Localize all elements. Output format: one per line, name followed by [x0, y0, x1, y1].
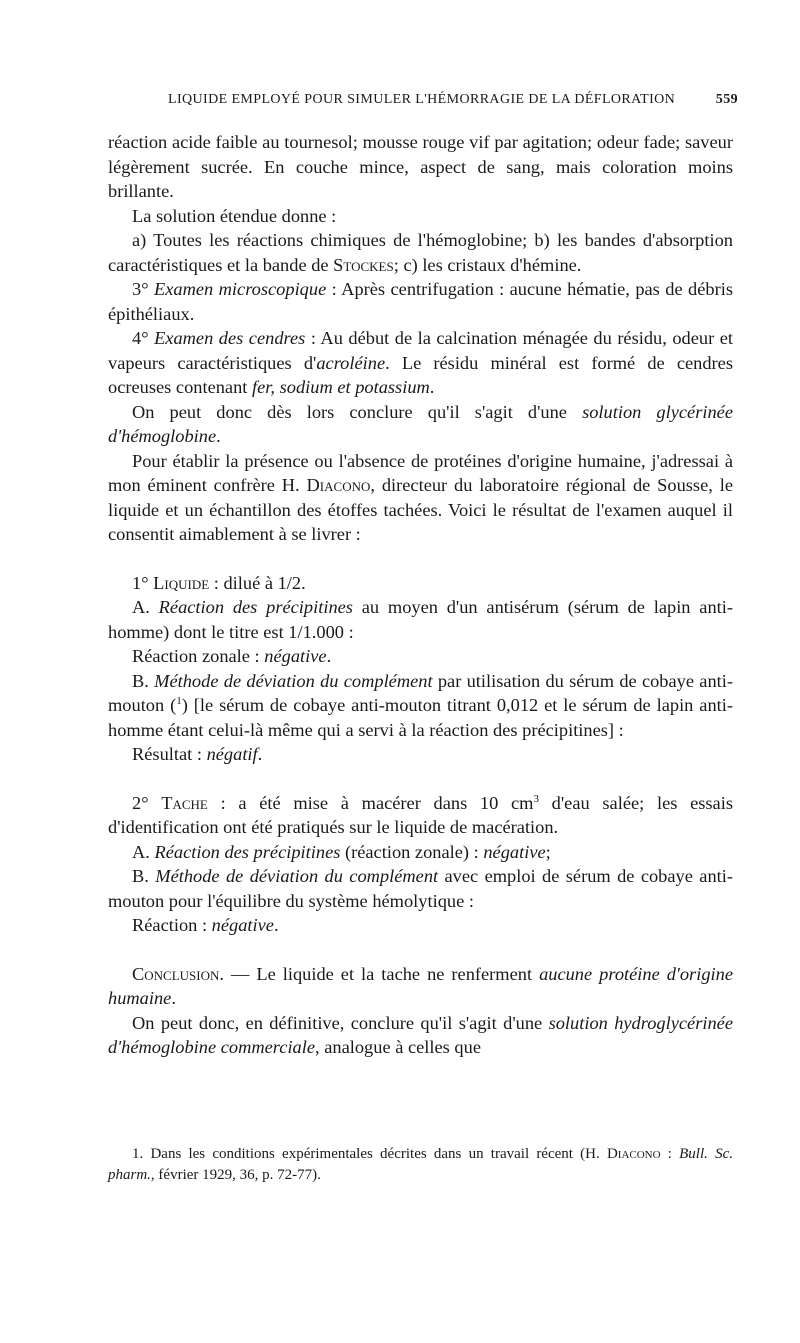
paragraph-4-number: 3° [132, 279, 154, 299]
paragraph-4-text: : Après centrifugation : aucune hématie, pas de débris épithéliaux. [108, 279, 733, 324]
item-1b-result-end: . [257, 744, 263, 764]
paragraph-6 [108, 400, 733, 449]
paragraph-7 [108, 449, 733, 547]
paragraph-3-text-a: a) Toutes les réactions chimiques de l'hémoglobine; b) les bandes d'absorption caractéristiques et la bande de [108, 230, 733, 275]
conclusion-end: . [171, 988, 176, 1008]
spacer [108, 938, 733, 962]
diacono-name: Diacono [306, 475, 371, 495]
paragraph-6-end: . [216, 426, 221, 446]
item-1-liquide [108, 571, 733, 596]
item-2b-result-end: . [273, 915, 279, 935]
conclusion [108, 962, 733, 1011]
paragraph-5-end: . [429, 377, 435, 397]
item-1b-label: B. [132, 670, 155, 691]
final-text: On peut donc, en définitive, conclure qu'il s'agit d'une [132, 1012, 549, 1033]
paragraph-3 [108, 228, 733, 277]
item-1b-result [108, 742, 733, 767]
paragraph-2 [108, 204, 733, 229]
body-text [108, 130, 733, 1060]
running-header [168, 92, 738, 108]
item-1b-result-label: Résultat : [132, 744, 207, 764]
item-1a [108, 595, 733, 644]
item-1b [108, 669, 733, 743]
item-1a-result-value: négative [264, 646, 327, 666]
final-italic: solution hydroglycérinée d'hémoglobine commerciale [108, 1012, 733, 1057]
paragraph-7-text-a: Pour établir la présence ou l'absence de protéines d'origine humaine, j'adressai à mon éminent confrère H. [108, 450, 733, 495]
item-1b-result-value: négatif [206, 744, 258, 764]
footnote-author: Diacono [606, 1146, 661, 1162]
paragraph-1 [108, 130, 733, 204]
paragraph-5-title: Examen des cendres [154, 328, 306, 348]
item-2a-value: négative [483, 841, 546, 862]
footnote-text-b: : [660, 1146, 680, 1162]
page-number: 559 [715, 92, 738, 107]
item-2b [108, 864, 733, 913]
item-1a-title: Réaction des précipitines [158, 597, 353, 617]
item-2a-text: (réaction zonale) : [340, 841, 484, 862]
item-2a-label: A. [132, 841, 155, 862]
footnote-journal: Bull. Sc. pharm. [108, 1146, 734, 1183]
paragraph-5-text-b: . Le résidu minéral est formé de cendres ocreuses contenant [108, 352, 734, 397]
item-2b-result [108, 913, 733, 938]
item-1b-text-b: ) [le sérum de cobaye anti-mouton titrant 0,012 et le sérum de lapin anti-homme étant celui-là même qui a servi à la réaction des précipitines] : [108, 695, 733, 740]
item-1b-text-a: par utilisation du sérum de cobaye anti-mouton ( [108, 670, 733, 715]
paragraph-7-text-b: , directeur du laboratoire régional de Sousse, le liquide et un échantillon des étoffes tachées. Voici le résultat de l'examen auquel il consentit aimablement à se livrer : [108, 475, 733, 544]
conclusion-label: Conclusion [132, 963, 220, 984]
conclusion-italic: aucune protéine d'origine humaine [108, 963, 733, 1008]
item-1b-title: Méthode de déviation du complément [154, 670, 433, 691]
paragraph-3-text-b: ; c) les cristaux d'hémine. [393, 254, 582, 275]
item-1a-text: au moyen d'un antisérum (sérum de lapin anti-homme) dont le titre est 1/1.000 : [108, 597, 733, 642]
stockes-name: Stockes [333, 254, 394, 275]
final-end: , analogue à celles que [315, 1037, 481, 1057]
paragraph-2-text: La solution étendue donne : [132, 205, 337, 226]
paragraph-6-italic: solution glycérinée d'hémoglobine [108, 401, 733, 446]
item-2b-label: B. [132, 866, 156, 886]
item-2b-result-label: Réaction : [132, 915, 212, 935]
item-2b-text: avec emploi de sérum de cobaye anti-mouton pour l'équilibre du système hémolytique : [108, 866, 733, 911]
paragraph-6-text: On peut donc dès lors conclure qu'il s'agit d'une [132, 401, 583, 422]
paragraph-1-text: réaction acide faible au tournesol; mousse rouge vif par agitation; odeur fade; saveur légèrement sucrée. En couche mince, aspect de sang, mais coloration moins brillante. [108, 132, 733, 201]
conclusion-text: . — Le liquide et la tache ne renferment [219, 963, 540, 984]
footnote-text-a: 1. Dans les conditions expérimentales décrites dans un travail récent (H. [132, 1146, 607, 1162]
paragraph-4 [108, 277, 733, 326]
item-2-number: 2° [132, 792, 162, 813]
acroleine-term: acroléine [316, 352, 386, 373]
paragraph-4-title: Examen microscopique [153, 279, 327, 299]
spacer [108, 547, 733, 571]
item-2-tache [108, 791, 733, 840]
item-1a-result-label: Réaction zonale : [132, 646, 265, 666]
footnote-1 [108, 1144, 733, 1186]
item-2-label: Tache [161, 792, 208, 813]
cubic-superscript: 3 [533, 792, 539, 805]
paragraph-5 [108, 326, 733, 400]
item-2a [108, 840, 733, 865]
item-2-text-a: : a été mise à macérer dans 10 cm [207, 792, 534, 813]
paragraph-5-text-a: : Au début de la calcination ménagée du résidu, odeur et vapeurs caractéristiques d' [108, 328, 734, 373]
final-paragraph [108, 1011, 733, 1060]
footnote-text-c: , février 1929, 36, p. 72-77). [150, 1167, 321, 1183]
spacer [108, 767, 733, 791]
item-1a-result-end: . [326, 646, 332, 666]
item-1-label: Liquide [153, 572, 210, 593]
item-2b-title: Méthode de déviation du complément [155, 866, 439, 886]
item-1a-result [108, 644, 733, 669]
item-2b-result-value: négative [211, 915, 274, 935]
item-1a-label: A. [132, 597, 159, 617]
item-2a-title: Réaction des précipitines [154, 841, 341, 862]
item-2-text-b: d'eau salée; les essais d'identification ont été pratiqués sur le liquide de macération. [108, 792, 733, 837]
paragraph-5-number: 4° [132, 328, 155, 348]
item-2a-end: ; [545, 841, 551, 862]
footnote-ref: 1 [176, 694, 182, 707]
footnotes [108, 1144, 733, 1186]
item-1-text: : dilué à 1/2. [209, 572, 306, 593]
item-1-number: 1° [132, 572, 154, 593]
running-title: LIQUIDE EMPLOYÉ POUR SIMULER L'HÉMORRAGIE DE LA DÉFLORATION [168, 92, 676, 107]
elements-term: fer, sodium et potassium [252, 377, 430, 397]
